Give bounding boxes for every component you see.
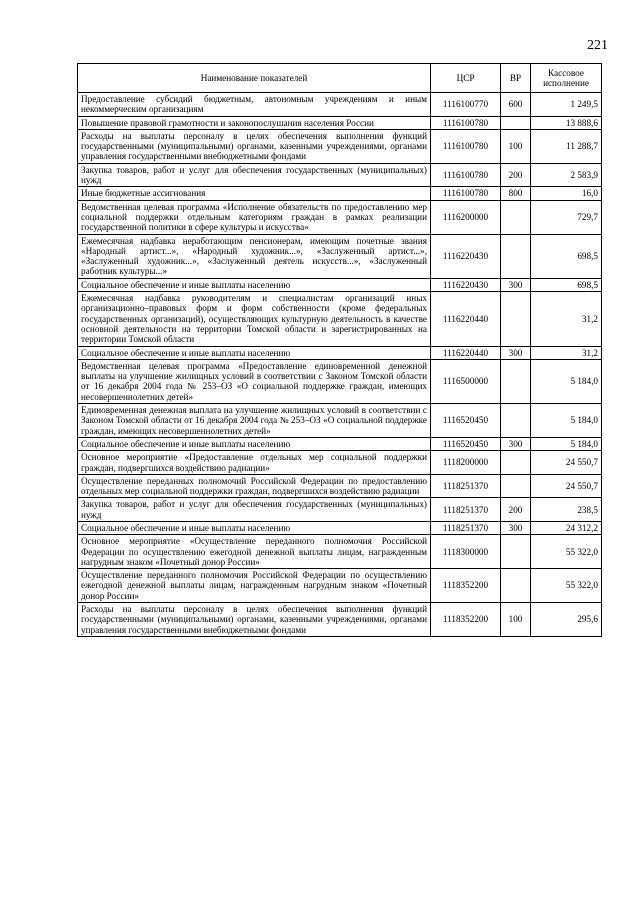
- row-amount: 238,5: [531, 498, 602, 522]
- row-vr: 300: [501, 278, 531, 291]
- row-csr: 1116220430: [431, 234, 501, 278]
- row-csr: 1116500000: [431, 359, 501, 403]
- row-csr: 1116100780: [431, 129, 501, 163]
- table-row: [78, 603, 602, 637]
- page-number: 221: [587, 38, 608, 53]
- table-row: [78, 521, 602, 534]
- row-amount: 5 184,0: [531, 437, 602, 450]
- row-name: Расходы на выплаты персоналу в целях обеспечения выполнения функций государственными (муниципальными) органами, казенными учреждениями, органами управления государственными внебюджетными фондами: [78, 603, 431, 637]
- row-name: Единовременная денежная выплата на улучшение жилищных условий в соответствии с Законом Томской области от 16 декабря 2004 года № 253–ОЗ «О социальной поддержке граждан, имеющих несовершеннолетних детей»: [78, 404, 431, 438]
- row-name: Ведомственная целевая программа «Предоставление единовременной денежной выплаты на улучшение жилищных условий в соответствии с Законом Томской области от 16 декабря 2004 года № 253–ОЗ «О социальной поддержке граждан, имеющих несовершеннолетних детей»: [78, 359, 431, 403]
- row-csr: 1118251370: [431, 521, 501, 534]
- table-header-row: [78, 64, 602, 93]
- row-csr: 1116200000: [431, 200, 501, 234]
- row-amount: 55 322,0: [531, 569, 602, 603]
- table-row: [78, 404, 602, 438]
- row-name: Основное мероприятие «Осуществление переданного полномочия Российской Федерации по осуществлению ежегодной денежной выплаты лицам, награжденным нагрудным знаком «Почетный донор России»: [78, 535, 431, 569]
- row-vr: [501, 474, 531, 498]
- row-csr: 1116100780: [431, 163, 501, 187]
- row-amount: 729,7: [531, 200, 602, 234]
- budget-table: [77, 63, 602, 637]
- table-body: [78, 93, 602, 637]
- row-name: Осуществление переданного полномочия Российской Федерации по осуществлению ежегодной денежной выплаты лицам, награжденным нагрудным знаком «Почетный донор России»: [78, 569, 431, 603]
- row-amount: 13 888,6: [531, 116, 602, 129]
- row-name: Социальное обеспечение и иные выплаты населению: [78, 278, 431, 291]
- row-name: Закупка товаров, работ и услуг для обеспечения государственных (муниципальных) нужд: [78, 163, 431, 187]
- row-name: Закупка товаров, работ и услуг для обеспечения государственных (муниципальных) нужд: [78, 498, 431, 522]
- row-name: Ведомственная целевая программа «Исполнение обязательств по предоставлению мер социальной поддержки отдельным категориям граждан в рамках реализации государственной политики в сфере культуры и искусства»: [78, 200, 431, 234]
- row-name: Социальное обеспечение и иные выплаты населению: [78, 437, 431, 450]
- row-vr: 300: [501, 521, 531, 534]
- row-vr: 300: [501, 346, 531, 359]
- row-csr: 1118251370: [431, 498, 501, 522]
- row-vr: [501, 200, 531, 234]
- header-name: Наименование показателей: [78, 64, 431, 93]
- row-vr: 600: [501, 93, 531, 117]
- row-amount: 31,2: [531, 346, 602, 359]
- row-csr: 1116220440: [431, 292, 501, 346]
- row-csr: 1116220440: [431, 346, 501, 359]
- row-vr: 100: [501, 603, 531, 637]
- row-csr: 1118300000: [431, 535, 501, 569]
- row-csr: 1116220430: [431, 278, 501, 291]
- table-row: [78, 292, 602, 346]
- table-row: [78, 346, 602, 359]
- row-vr: [501, 451, 531, 475]
- header-amount: Кассовое исполнение: [531, 64, 602, 93]
- table-row: [78, 200, 602, 234]
- table-row: [78, 535, 602, 569]
- table-row: [78, 93, 602, 117]
- table-row: [78, 498, 602, 522]
- row-amount: 698,5: [531, 234, 602, 278]
- row-name: Предоставление субсидий бюджетным, автономным учреждениям и иным некоммерческим организациям: [78, 93, 431, 117]
- row-csr: 1116520450: [431, 437, 501, 450]
- table-row: [78, 129, 602, 163]
- table-row: [78, 278, 602, 291]
- row-name: Ежемесячная надбавка неработающим пенсионерам, имеющим почетные звания «Народный артист...», «Народный художник...», «Заслуженный артист...», «Заслуженный художник...», «Заслуженный деятель искусств...», «Заслуженный работник культуры...»: [78, 234, 431, 278]
- row-csr: 1116100770: [431, 93, 501, 117]
- table-row: [78, 569, 602, 603]
- row-vr: [501, 359, 531, 403]
- row-csr: 1116100780: [431, 187, 501, 200]
- table-row: [78, 116, 602, 129]
- row-amount: 698,5: [531, 278, 602, 291]
- row-csr: 1116520450: [431, 404, 501, 438]
- row-amount: 1 249,5: [531, 93, 602, 117]
- row-vr: 100: [501, 129, 531, 163]
- table-row: [78, 359, 602, 403]
- row-name: Расходы на выплаты персоналу в целях обеспечения выполнения функций государственными (муниципальными) органами, казенными учреждениями, органами управления государственными внебюджетными фондами: [78, 129, 431, 163]
- table-row: [78, 451, 602, 475]
- row-vr: 200: [501, 498, 531, 522]
- row-amount: 55 322,0: [531, 535, 602, 569]
- row-vr: 200: [501, 163, 531, 187]
- row-vr: [501, 535, 531, 569]
- row-csr: 1118352200: [431, 569, 501, 603]
- row-name: Иные бюджетные ассигнования: [78, 187, 431, 200]
- row-name: Социальное обеспечение и иные выплаты населению: [78, 346, 431, 359]
- row-vr: [501, 292, 531, 346]
- row-amount: 2 583,9: [531, 163, 602, 187]
- row-amount: 24 312,2: [531, 521, 602, 534]
- row-amount: 24 550,7: [531, 474, 602, 498]
- row-name: Социальное обеспечение и иные выплаты населению: [78, 521, 431, 534]
- row-vr: [501, 234, 531, 278]
- row-csr: 1116100780: [431, 116, 501, 129]
- header-csr: ЦСР: [431, 64, 501, 93]
- row-vr: 300: [501, 437, 531, 450]
- table-row: [78, 437, 602, 450]
- row-amount: 31,2: [531, 292, 602, 346]
- row-csr: 1118200000: [431, 451, 501, 475]
- row-name: Основное мероприятие «Предоставление отдельных мер социальной поддержки граждан, подвергшихся воздействию радиации»: [78, 451, 431, 475]
- table-row: [78, 187, 602, 200]
- row-csr: 1118352200: [431, 603, 501, 637]
- table-row: [78, 474, 602, 498]
- row-amount: 5 184,0: [531, 404, 602, 438]
- row-amount: 295,6: [531, 603, 602, 637]
- row-amount: 24 550,7: [531, 451, 602, 475]
- row-name: Осуществление переданных полномочий Российской Федерации по предоставлению отдельных мер социальной поддержки граждан, подвергшихся воздействию радиации: [78, 474, 431, 498]
- row-name: Повышение правовой грамотности и законопослушания населения России: [78, 116, 431, 129]
- row-csr: 1118251370: [431, 474, 501, 498]
- row-vr: [501, 569, 531, 603]
- row-amount: 16,0: [531, 187, 602, 200]
- table-row: [78, 163, 602, 187]
- row-vr: [501, 404, 531, 438]
- row-vr: 800: [501, 187, 531, 200]
- table-row: [78, 234, 602, 278]
- row-amount: 5 184,0: [531, 359, 602, 403]
- row-vr: [501, 116, 531, 129]
- row-amount: 11 288,7: [531, 129, 602, 163]
- header-vr: ВР: [501, 64, 531, 93]
- row-name: Ежемесячная надбавка руководителям и специалистам организаций иных организационно–правовых форм и форм собственности (кроме федеральных государственных организаций), осуществляющих культурную деятельность в качестве основной деятельности на территории Томской области и зарегистрированных на территории Томской области: [78, 292, 431, 346]
